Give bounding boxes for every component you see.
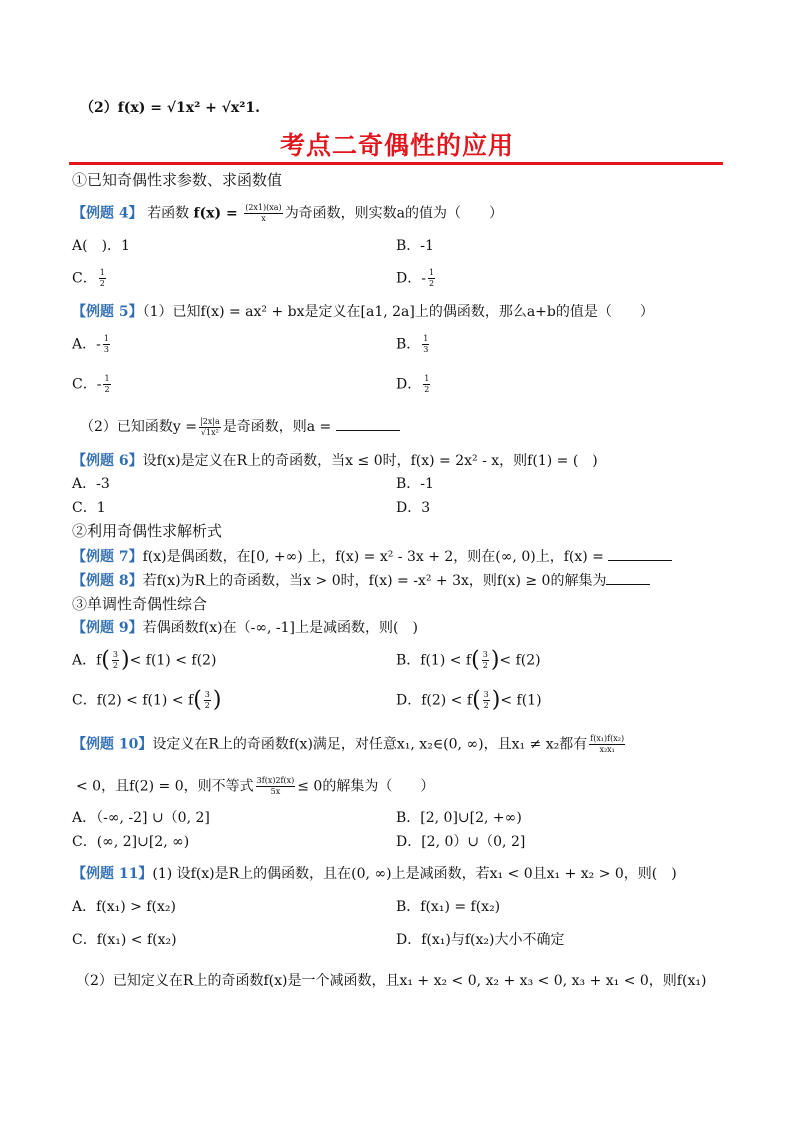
option-c: C．(∞, 2]∪[2, ∞) [72, 834, 190, 850]
example-label: 【例题 10】 [72, 736, 153, 753]
example-label: 【例题 6】 [72, 453, 143, 469]
section-heading-1: ①已知奇偶性求参数、求函数值 [72, 171, 283, 189]
option-b: B．f(x₁) = f(x₂) [396, 899, 501, 915]
answer-blank[interactable] [606, 570, 650, 585]
example-text: 若f(x)为R上的奇函数，当x > 0时，f(x) = -x² + 3x，则f(x) ≥ 0的解集为 [142, 573, 607, 589]
example-4-stem [72, 203, 503, 224]
option-b: B．-1 [396, 476, 434, 492]
option-c: C．f(x₁) < f(x₂) [72, 932, 177, 948]
example-label: 【例题 9】 [72, 620, 143, 636]
option-d: D．- $\frac{1}{2}$ [396, 268, 435, 288]
option-c: C．- $\frac{1}{2}$ [72, 374, 110, 394]
option-c: C．1 [72, 500, 106, 516]
example-label: 【例题 8】 [72, 573, 143, 589]
example-11-part-2: （2）已知定义在R上的奇函数f(x)是一个减函数，且x₁ + x₂ < 0, x₂ + x₃ < 0, x₃ + x₁ < 0，则f(x₁) [76, 973, 707, 989]
example-9-stem [72, 618, 418, 638]
example-label: 【例题 11】 [72, 866, 153, 882]
example-text: (1) 设f(x)是R上的偶函数，且在(0, ∞)上是减函数，若x₁ < 0且x₁ + x₂ > 0，则( ) [152, 866, 677, 882]
fraction: $\frac{(2x1)(xa)}{x}$ [245, 203, 282, 223]
option-d: D． $\frac{1}{2}$ [396, 374, 430, 394]
option-b: B．-1 [396, 238, 434, 254]
example-10-stem: 【例题 10】设定义在R上的奇函数f(x)满足，对任意x₁, x₂∈(0, ∞)，且x₁ ≠ x₂都有 $\frac{\text{f(x₁)f(x₂)}}{\text{x₂x₁}}$ [72, 734, 625, 754]
example-5-part-2: （2）已知函数y = $\frac{|2x|a}{\text{√1x²}}$ 是奇函数，则a = [80, 416, 400, 438]
math-expr: f(x) = [193, 205, 238, 222]
example-label: 【例题 5】 [72, 304, 143, 320]
option-c: C．f(2) < f(1) < f( $\frac{3}{2}$ ) [72, 687, 222, 713]
example-text: 设f(x)是定义在R上的奇函数，当x ≤ 0时，f(x) = 2x² - x，则f(1) = ( ) [142, 453, 598, 469]
example-7-stem [72, 546, 672, 567]
answer-blank[interactable] [608, 546, 672, 561]
option-b: B．f(1) < f( $\frac{3}{2}$ )< f(2) [396, 647, 541, 673]
option-c: C． $\frac{1}{2}$ [72, 268, 105, 288]
option-a: A．（-∞, -2] ∪（0, 2] [72, 810, 210, 826]
option-a: A．f(x₁) > f(x₂) [72, 899, 176, 915]
option-d: D．f(2) < f( $\frac{3}{2}$ )< f(1) [396, 687, 542, 713]
example-6-stem [72, 451, 598, 471]
example-11-stem [72, 864, 677, 884]
option-a: A．- $\frac{1}{3}$ [72, 334, 109, 354]
option-a: A．-3 [72, 476, 110, 492]
example-label: 【例题 4】 [72, 205, 143, 222]
option-d: D．3 [396, 500, 431, 516]
section-heading-3: ③单调性奇偶性综合 [72, 595, 208, 613]
example-label: 【例题 7】 [72, 549, 143, 565]
answer-blank[interactable] [336, 416, 400, 431]
example-5-stem [72, 302, 654, 322]
page-title: 考点二奇偶性的应用 [279, 131, 514, 160]
option-b: B．[2, 0]∪[2, +∞) [396, 810, 522, 826]
option-d: D．[2, 0）∪（0, 2] [396, 834, 526, 850]
title-divider [69, 162, 723, 165]
option-b: B． $\frac{1}{3}$ [396, 334, 429, 354]
example-text: 若函数 [147, 205, 190, 222]
intro-line: （2）f(x) = √1x² + √x²1. [80, 100, 261, 116]
example-text: 为奇函数，则实数a的值为（ ） [284, 205, 504, 222]
example-text: （1）已知f(x) = ax² + bx是定义在[a1, 2a]上的偶函数，那么a+b的值是（ ） [142, 304, 654, 320]
option-d: D．f(x₁)与f(x₂)大小不确定 [396, 932, 565, 948]
example-text: 设定义在R上的奇函数f(x)满足，对任意x₁, x₂∈(0, ∞)，且x₁ ≠ x₂都有 [152, 736, 588, 753]
example-10-stem-cont: < 0，且f(2) = 0，则不等式 $\frac{3f(x)2f(x)}{5x}$ ≤ 0的解集为（ ） [76, 776, 435, 796]
section-heading-2: ②利用奇偶性求解析式 [72, 522, 223, 540]
example-text: f(x)是偶函数，在[0, +∞) 上，f(x) = x² - 3x + 2，则在(∞, 0)上，f(x) = [142, 549, 609, 565]
example-8-stem [72, 570, 650, 591]
example-text: 若偶函数f(x)在（-∞, -1]上是减函数，则( ) [142, 620, 418, 636]
option-a: A．f( $\frac{3}{2}$ )< f(1) < f(2) [72, 647, 217, 673]
option-a: A( )．1 [72, 238, 130, 254]
